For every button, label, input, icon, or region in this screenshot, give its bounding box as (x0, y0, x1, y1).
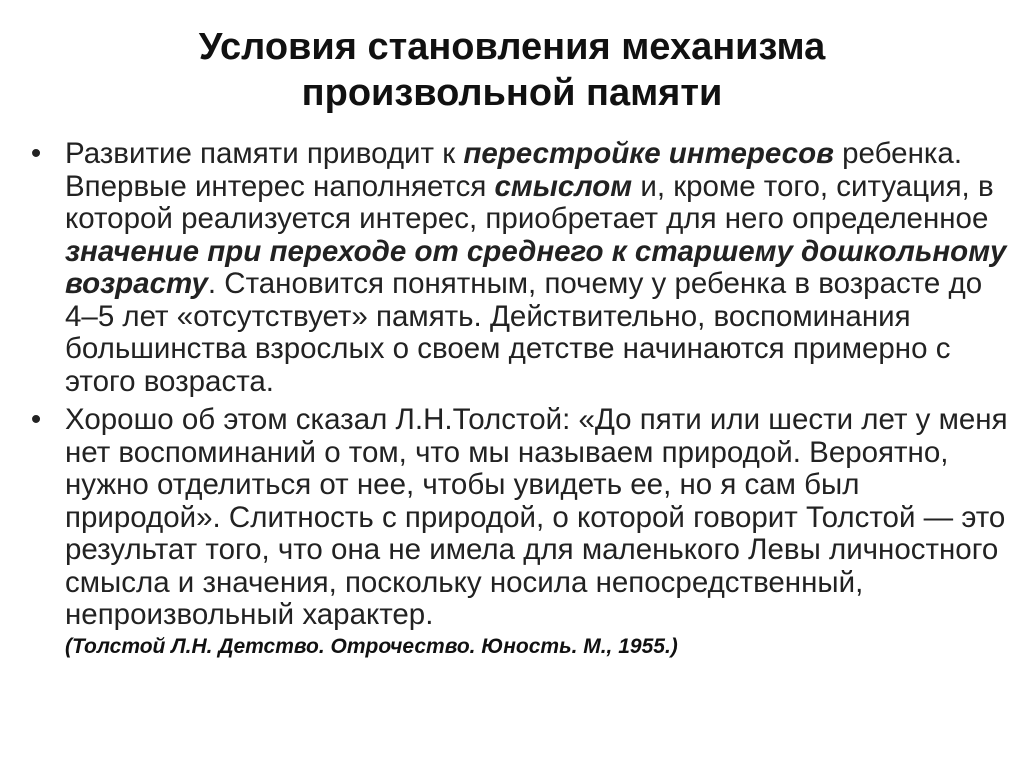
bullet1-text-part4: . Становится понятным, почему у ребенка в возрасте до 4–5 лет «отсутствует» память. Действительно, воспоминания большинства взрослых о своем детстве начинаются примерно с этого возраста. (65, 267, 983, 398)
bullet-list (26, 138, 1011, 662)
slide-title (0, 24, 1024, 116)
bullet-item-tolstoy-quote (26, 404, 1011, 662)
title-line-1: Условия становления механизма (198, 26, 826, 68)
bullet1-emphasis-significance: значение при переходе от среднего к старшему дошкольному возрасту (65, 234, 1007, 300)
bullet2-text: Хорошо об этом сказал Л.Н.Толстой: «До пяти или шести лет у меня нет воспоминаний о том, что мы называем природой. Вероятно, нужно отделиться от нее, чтобы увидеть ее, но я сам был природой». Слитность с природой, о которой говорит Толстой — это результат того, что она не имела для маленького Левы личностного смысла и значения, поскольку носила непосредственный, непроизвольный характер. (65, 403, 1008, 631)
bullet-item-memory-development (26, 138, 1011, 398)
citation: (Толстой Л.Н. Детство. Отрочество. Юность. М., 1955.) (65, 634, 678, 658)
bullet1-text-part1: Развитие памяти приводит к (65, 137, 464, 170)
bullet-marker: • (30, 403, 42, 436)
bullet1-emphasis-meaning: смыслом (494, 169, 633, 203)
title-line-2: произвольной памяти (301, 72, 723, 114)
bullet1-text-part2: ребенка. Впервые интерес наполняется (65, 137, 963, 203)
bullet1-emphasis-interests: перестройке интересов (463, 137, 834, 170)
bullet-marker: • (30, 137, 42, 170)
bullet1-text-part3: и, кроме того, ситуация, в которой реализуется интерес, приобретает для него определенное (65, 169, 994, 235)
bullet1-text (65, 137, 1006, 398)
